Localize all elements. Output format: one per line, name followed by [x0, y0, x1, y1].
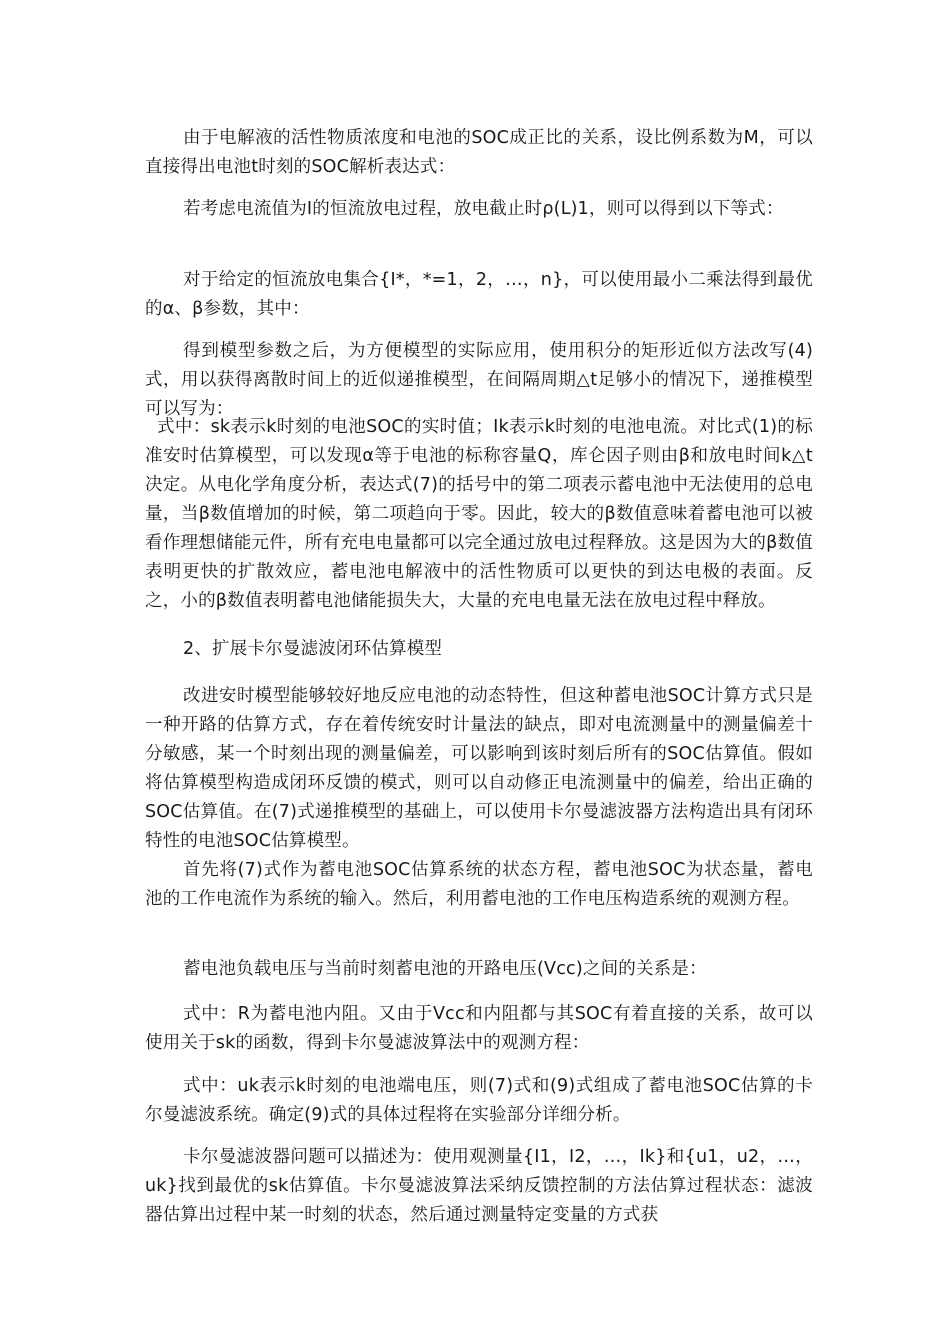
- paragraph-soc-expression: 由于电解液的活性物质浓度和电池的SOC成正比的关系，设比例系数为M，可以直接得出电池t时刻的SOC解析表达式：: [145, 128, 813, 177]
- paragraph-closed-loop: 改进安时模型能够较好地反应电池的动态特性，但这种蓄电池SOC计算方式只是一种开路的估算方式，存在着传统安时计量法的缺点，即对电流测量中的测量偏差十分敏感，某一个时刻出现的测量偏差，可以影响到该时刻后所有的SOC估算值。假如将估算模型构造成闭环反馈的模式，则可以自动修正电流测量中的偏差，给出正确的SOC估算值。在(7)式递推模型的基础上，可以使用卡尔曼滤波器方法构造出具有闭环特性的电池SOC估算模型。: [145, 686, 813, 851]
- paragraph-state-equation: 首先将(7)式作为蓄电池SOC估算系统的状态方程，蓄电池SOC为状态量，蓄电池的工作电流作为系统的输入。然后，利用蓄电池的工作电压构造系统的观测方程。: [145, 860, 813, 909]
- paragraph-recursive-model: 得到模型参数之后，为方便模型的实际应用，使用积分的矩形近似方法改写(4)式，用以获得离散时间上的近似递推模型，在间隔周期△t足够小的情况下，递推模型可以写为：: [145, 341, 813, 419]
- paragraph-least-squares: 对于给定的恒流放电集合{I*，*=1，2，…，n}，可以使用最小二乘法得到最优的α、β参数，其中：: [145, 270, 813, 319]
- paragraph-kalman-system: 式中：uk表示k时刻的电池端电压，则(7)式和(9)式组成了蓄电池SOC估算的卡尔曼滤波系统。确定(9)式的具体过程将在实验部分详细分析。: [145, 1076, 813, 1125]
- paragraph-load-voltage: 蓄电池负载电压与当前时刻蓄电池的开路电压(Vcc)之间的关系是：: [183, 959, 707, 979]
- section-heading-ekf: 2、扩展卡尔曼滤波闭环估算模型: [183, 639, 443, 659]
- paragraph-constant-discharge: 若考虑电流值为I的恒流放电过程，放电截止时ρ(L)1，则可以得到以下等式：: [183, 199, 784, 219]
- paragraph-model-explanation: 式中：sk表示k时刻的电池SOC的实时值；Ik表示k时刻的电池电流。对比式(1)的标准安时估算模型，可以发现α等于电池的标称容量Q，库仑因子则由β和放电时间k△t决定。从电化学角度分析，表达式(7)的括号中的第二项表示蓄电池中无法使用的总电量，当β数值增加的时候，第二项趋向于零。因此，较大的β数值意味着蓄电池可以被看作理想储能元件，所有充电电量都可以完全通过放电过程释放。这是因为大的β数值表明更快的扩散效应，蓄电池电解液中的活性物质可以更快的到达电极的表面。反之，小的β数值表明蓄电池储能损失大，大量的充电电量无法在放电过程中释放。: [145, 417, 813, 611]
- paragraph-observation-equation: 式中：R为蓄电池内阻。又由于Vcc和内阻都与其SOC有着直接的关系，故可以使用关于sk的函数，得到卡尔曼滤波算法中的观测方程：: [145, 1004, 813, 1053]
- paragraph-kalman-problem: 卡尔曼滤波器问题可以描述为：使用观测量{I1，I2，…，Ik}和{u1，u2，…，uk}找到最优的sk估算值。卡尔曼滤波算法采纳反馈控制的方法估算过程状态：滤波器估算出过程中某一时刻的状态，然后通过测量特定变量的方式获: [145, 1147, 813, 1225]
